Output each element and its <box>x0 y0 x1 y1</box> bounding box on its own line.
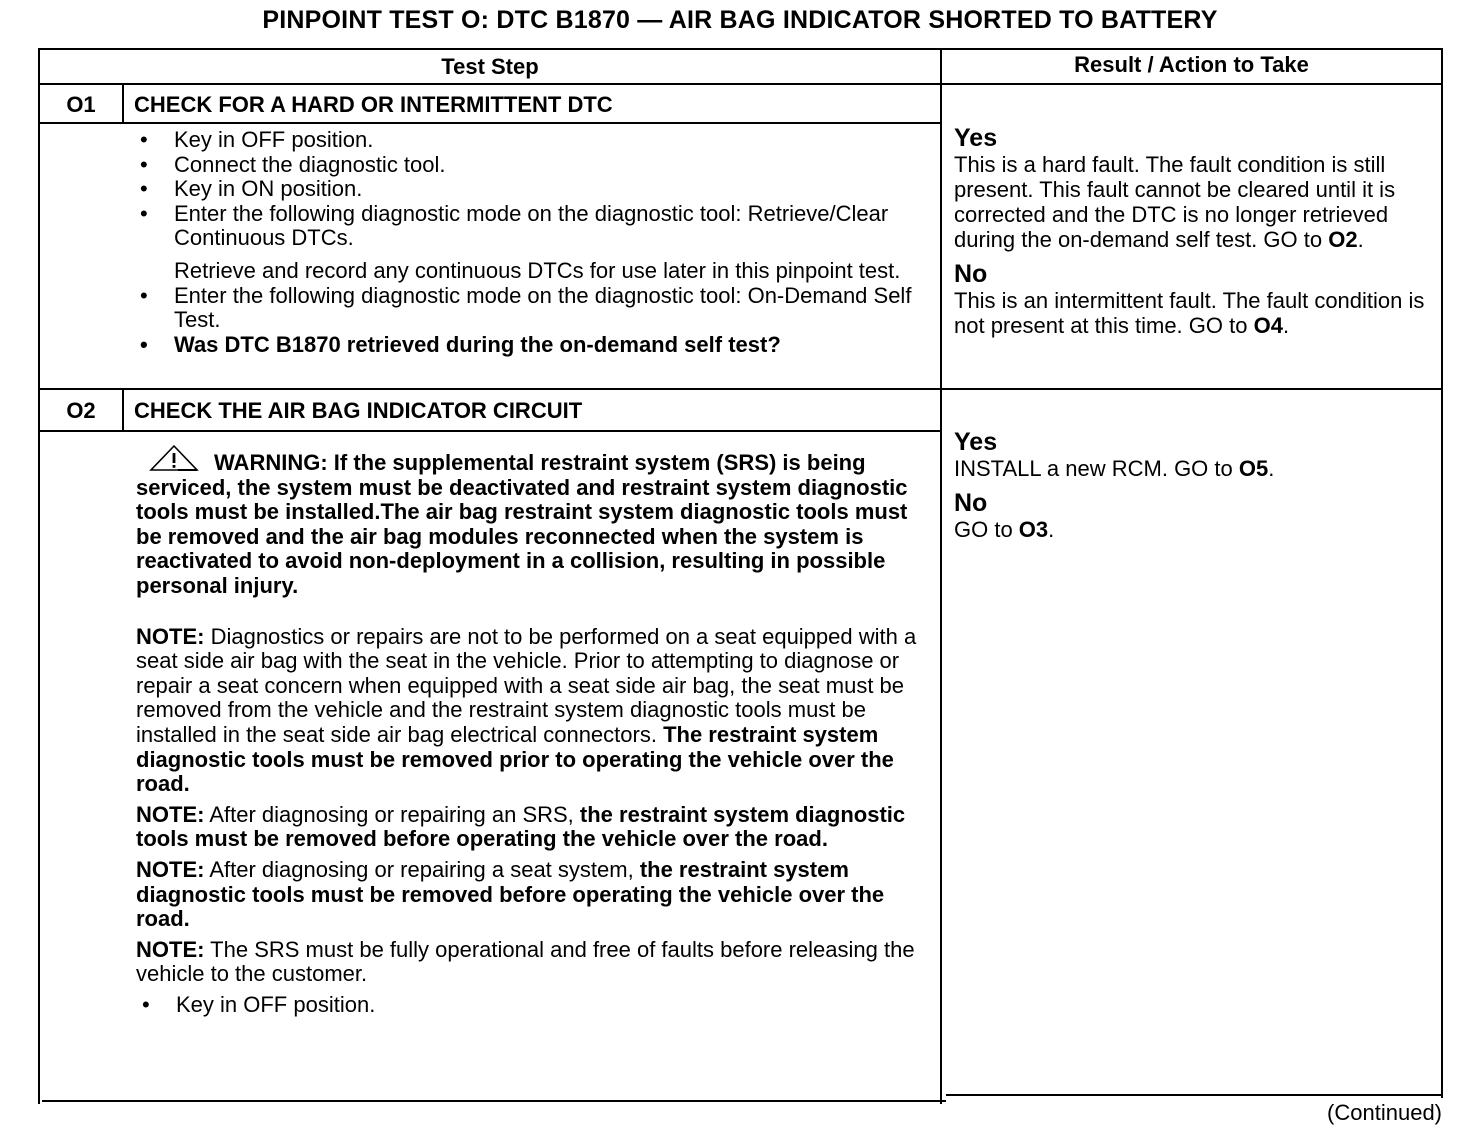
o1-yes-goto: O2 <box>1328 227 1358 252</box>
o2-no-goto: O3 <box>1018 517 1049 542</box>
pinpoint-table <box>38 48 1446 1104</box>
note-label: NOTE: <box>136 801 205 827</box>
step-body-o1 <box>134 128 934 357</box>
o2-bullet: • Key in OFF position. <box>136 993 926 1018</box>
o1-yes-body: This is a hard fault. The fault condition is still present. This fault cannot be cleared until it is corrected and the DTC is no longer retrieved during the on-demand self test. GO to <box>954 152 1396 252</box>
step-title-o1: CHECK FOR A HARD OR INTERMITTENT DTC <box>134 92 613 117</box>
note-label: NOTE: <box>136 623 205 649</box>
o2-no-text: GO to O3. <box>954 517 1055 542</box>
note-text: Diagnostics or repairs are not to be performed on a seat equipped with a seat side air bag with the seat in the vehicle. Prior to attempting to diagnose or repair a seat concern when equipped with a seat side air bag, the seat must be removed from the vehicle and the restraint system diagnostic tools must be installed in the seat side air bag electrical connectors. <box>136 623 917 747</box>
o1-question: • Was DTC B1870 retrieved during the on-demand self test? <box>134 333 934 358</box>
step-title-o2: CHECK THE AIR BAG INDICATOR CIRCUIT <box>134 398 583 423</box>
note-text: The SRS must be fully operational and free of faults before releasing the vehicle to the customer. <box>136 936 915 987</box>
o1-bullet: • Key in ON position. <box>134 177 934 202</box>
o1-no-text: This is an intermittent fault. The fault condition is not present at this time. GO to O4. <box>954 288 1425 338</box>
o1-bullet: • Enter the following diagnostic mode on the diagnostic tool: Retrieve/Clear Continuous DTCs. <box>134 202 934 251</box>
o2-no-label: No <box>954 489 988 517</box>
result-o1 <box>954 124 1438 338</box>
step-body-o2 <box>136 444 926 1017</box>
o2-step-divider <box>122 390 124 430</box>
header-result: Result / Action to Take <box>1074 52 1309 77</box>
column-divider <box>940 48 942 1104</box>
o2-title-rule <box>38 430 942 432</box>
header-test-step: Test Step <box>441 54 539 79</box>
o1-step-divider <box>122 84 124 123</box>
o1-o2-rule <box>38 388 1443 390</box>
o1-bullet-list <box>134 128 934 251</box>
continued-label: (Continued) <box>1327 1100 1442 1125</box>
table-border-bottom <box>42 1100 946 1102</box>
note-2 <box>136 803 926 852</box>
o1-bullet: • Key in OFF position. <box>134 128 934 153</box>
o2-yes-label: Yes <box>954 428 998 456</box>
table-border-left <box>38 48 40 1104</box>
note-text: After diagnosing or repairing a seat system, <box>209 856 634 882</box>
note-bold: the restraint system diagnostic tools must be removed before operating the vehicle over the road. <box>136 801 906 852</box>
o1-bullet: • Connect the diagnostic tool. <box>134 153 934 178</box>
table-border-top <box>38 48 1443 50</box>
o2-yes-goto: O5 <box>1238 456 1269 481</box>
warning-text: WARNING: If the supplemental restraint system (SRS) is being serviced, the system must be deactivated and restraint system diagnostic tools must be installed.The air bag restraint system diagnostic tools must be removed and the air bag modules reconnected when the system is reactivated to avoid non-deployment in a collision, resulting in possible personal injury. <box>136 450 908 598</box>
note-3 <box>136 858 926 932</box>
note-text: After diagnosing or repairing an SRS, <box>209 801 574 827</box>
warning-block <box>136 444 926 599</box>
note-bold: The restraint system diagnostic tools must be removed prior to operating the vehicle over the road. <box>136 721 894 797</box>
o1-no-label: No <box>954 260 988 288</box>
o2-bullet-list <box>136 993 926 1018</box>
table-border-right <box>1441 48 1443 1098</box>
warning-triangle-icon <box>148 444 200 472</box>
step-number-o2: O2 <box>66 398 96 423</box>
header-rule <box>38 83 1443 85</box>
step-number-o1: O1 <box>66 92 96 117</box>
o1-title-rule <box>38 122 942 124</box>
o2-no-body: GO to <box>954 517 1019 542</box>
o1-bullet-list-2 <box>134 284 934 358</box>
note-bold: the restraint system diagnostic tools must be removed before operating the vehicle over the road. <box>136 856 885 932</box>
o1-yes-text: This is a hard fault. The fault condition is still present. This fault cannot be cleared until it is corrected and the DTC is no longer retrieved during the on-demand self test. GO to O2. <box>954 152 1396 252</box>
note-label: NOTE: <box>136 936 205 962</box>
o1-bullet: • Enter the following diagnostic mode on the diagnostic tool: On-Demand Self Test. <box>134 284 934 333</box>
o1-no-goto: O4 <box>1253 313 1283 338</box>
o1-record-note: Retrieve and record any continuous DTCs for use later in this pinpoint test. <box>174 257 901 283</box>
result-o2 <box>954 428 1438 542</box>
note-1 <box>136 625 926 797</box>
result-border-bottom <box>946 1094 1443 1096</box>
o1-no-body: This is an intermittent fault. The fault condition is not present at this time. GO to <box>954 288 1425 338</box>
note-label: NOTE: <box>136 856 205 882</box>
note-4 <box>136 938 926 987</box>
o2-yes-body: INSTALL a new RCM. GO to <box>954 456 1239 481</box>
o1-yes-label: Yes <box>954 124 998 152</box>
page-title: PINPOINT TEST O: DTC B1870 — AIR BAG INDICATOR SHORTED TO BATTERY <box>262 6 1218 34</box>
o2-yes-text: INSTALL a new RCM. GO to O5. <box>954 456 1275 481</box>
